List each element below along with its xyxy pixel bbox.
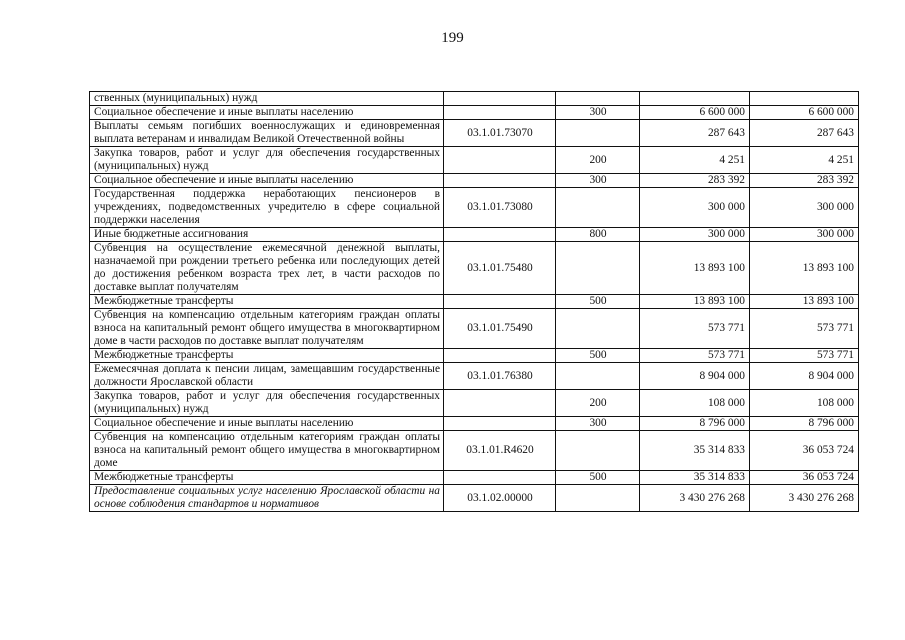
row-expense-type-cell <box>556 485 640 512</box>
table-row <box>90 417 859 431</box>
row-expense-type-cell: 200 <box>556 147 640 174</box>
row-code-cell <box>444 147 556 174</box>
row-amount-year1-cell: 35 314 833 <box>640 471 750 485</box>
row-amount-year1-cell: 6 600 000 <box>640 106 750 120</box>
row-expense-type-cell: 300 <box>556 106 640 120</box>
row-code-cell: 03.1.01.73080 <box>444 188 556 228</box>
row-name-cell: Закупка товаров, работ и услуг для обеспечения государственных (муниципальных) нужд <box>90 390 444 417</box>
row-amount-year2-cell: 36 053 724 <box>750 431 859 471</box>
row-code-cell <box>444 92 556 106</box>
row-code-cell <box>444 349 556 363</box>
row-expense-type-cell: 200 <box>556 390 640 417</box>
row-expense-type-cell <box>556 120 640 147</box>
row-amount-year1-cell: 573 771 <box>640 309 750 349</box>
row-amount-year1-cell: 573 771 <box>640 349 750 363</box>
row-name-cell: Межбюджетные трансферты <box>90 471 444 485</box>
table-row <box>90 295 859 309</box>
row-code-cell <box>444 295 556 309</box>
row-amount-year2-cell: 13 893 100 <box>750 295 859 309</box>
row-amount-year1-cell: 3 430 276 268 <box>640 485 750 512</box>
row-amount-year1-cell: 108 000 <box>640 390 750 417</box>
row-amount-year1-cell: 4 251 <box>640 147 750 174</box>
row-code-cell <box>444 174 556 188</box>
row-amount-year1-cell: 300 000 <box>640 188 750 228</box>
table-row <box>90 242 859 295</box>
row-code-cell <box>444 417 556 431</box>
row-code-cell: 03.1.01.75490 <box>444 309 556 349</box>
table-row <box>90 309 859 349</box>
row-name-cell: Субвенция на компенсацию отдельным категориям граждан оплаты взноса на капитальный ремонт общего имущества в многоквартирном доме в части расходов по доставке выплат получателям <box>90 309 444 349</box>
row-name-cell: Предоставление социальных услуг населению Ярославской области на основе соблюдения стандартов и нормативов <box>90 485 444 512</box>
row-amount-year2-cell: 13 893 100 <box>750 242 859 295</box>
row-expense-type-cell: 800 <box>556 228 640 242</box>
row-name-cell: Государственная поддержка неработающих пенсионеров в учреждениях, подведомственных учредителю в сфере социальной поддержки населения <box>90 188 444 228</box>
table-row <box>90 431 859 471</box>
table-row <box>90 106 859 120</box>
row-amount-year2-cell: 6 600 000 <box>750 106 859 120</box>
row-expense-type-cell <box>556 92 640 106</box>
row-amount-year1-cell: 283 392 <box>640 174 750 188</box>
row-code-cell: 03.1.01.76380 <box>444 363 556 390</box>
row-name-cell: Субвенция на компенсацию отдельным категориям граждан оплаты взноса на капитальный ремонт общего имущества в многоквартирном доме <box>90 431 444 471</box>
table-row <box>90 188 859 228</box>
row-code-cell <box>444 390 556 417</box>
row-code-cell <box>444 106 556 120</box>
row-amount-year1-cell <box>640 92 750 106</box>
row-amount-year2-cell: 300 000 <box>750 228 859 242</box>
table-row <box>90 147 859 174</box>
row-amount-year2-cell: 8 796 000 <box>750 417 859 431</box>
page-number: 199 <box>441 30 464 46</box>
row-code-cell <box>444 228 556 242</box>
table-row <box>90 363 859 390</box>
budget-table-body <box>90 92 859 512</box>
row-expense-type-cell <box>556 431 640 471</box>
row-name-cell: Социальное обеспечение и иные выплаты населению <box>90 174 444 188</box>
table-row <box>90 471 859 485</box>
table-row <box>90 120 859 147</box>
table-row <box>90 390 859 417</box>
row-amount-year1-cell: 287 643 <box>640 120 750 147</box>
row-expense-type-cell <box>556 309 640 349</box>
row-amount-year2-cell: 8 904 000 <box>750 363 859 390</box>
row-expense-type-cell <box>556 188 640 228</box>
row-name-cell: Закупка товаров, работ и услуг для обеспечения государственных (муниципальных) нужд <box>90 147 444 174</box>
row-name-cell: Социальное обеспечение и иные выплаты населению <box>90 417 444 431</box>
table-row <box>90 92 859 106</box>
row-expense-type-cell: 300 <box>556 174 640 188</box>
row-name-cell: ственных (муниципальных) нужд <box>90 92 444 106</box>
row-amount-year2-cell: 4 251 <box>750 147 859 174</box>
budget-table <box>89 91 859 512</box>
row-code-cell: 03.1.02.00000 <box>444 485 556 512</box>
row-amount-year2-cell: 283 392 <box>750 174 859 188</box>
row-amount-year1-cell: 8 796 000 <box>640 417 750 431</box>
row-expense-type-cell: 300 <box>556 417 640 431</box>
row-amount-year1-cell: 8 904 000 <box>640 363 750 390</box>
row-name-cell: Межбюджетные трансферты <box>90 349 444 363</box>
row-expense-type-cell: 500 <box>556 295 640 309</box>
row-expense-type-cell <box>556 363 640 390</box>
row-expense-type-cell: 500 <box>556 349 640 363</box>
table-row <box>90 228 859 242</box>
row-code-cell: 03.1.01.R4620 <box>444 431 556 471</box>
row-amount-year1-cell: 300 000 <box>640 228 750 242</box>
row-name-cell: Межбюджетные трансферты <box>90 295 444 309</box>
row-amount-year1-cell: 35 314 833 <box>640 431 750 471</box>
row-code-cell: 03.1.01.75480 <box>444 242 556 295</box>
row-code-cell <box>444 471 556 485</box>
row-name-cell: Ежемесячная доплата к пенсии лицам, замещавшим государственные должности Ярославской области <box>90 363 444 390</box>
table-row <box>90 174 859 188</box>
row-amount-year2-cell: 108 000 <box>750 390 859 417</box>
row-expense-type-cell: 500 <box>556 471 640 485</box>
row-amount-year2-cell: 573 771 <box>750 349 859 363</box>
row-amount-year1-cell: 13 893 100 <box>640 242 750 295</box>
table-row <box>90 349 859 363</box>
row-expense-type-cell <box>556 242 640 295</box>
row-amount-year2-cell: 36 053 724 <box>750 471 859 485</box>
row-amount-year2-cell: 3 430 276 268 <box>750 485 859 512</box>
row-code-cell: 03.1.01.73070 <box>444 120 556 147</box>
row-amount-year1-cell: 13 893 100 <box>640 295 750 309</box>
row-name-cell: Социальное обеспечение и иные выплаты населению <box>90 106 444 120</box>
row-name-cell: Иные бюджетные ассигнования <box>90 228 444 242</box>
row-amount-year2-cell: 573 771 <box>750 309 859 349</box>
row-amount-year2-cell: 300 000 <box>750 188 859 228</box>
row-name-cell: Выплаты семьям погибших военнослужащих и единовременная выплата ветеранам и инвалидам Великой Отечественной войны <box>90 120 444 147</box>
row-amount-year2-cell: 287 643 <box>750 120 859 147</box>
row-name-cell: Субвенция на осуществление ежемесячной денежной выплаты, назначаемой при рождении третьего ребенка или последующих детей до достижения ребенком возраста трех лет, в части расходов по доставке выплат получателям <box>90 242 444 295</box>
row-amount-year2-cell <box>750 92 859 106</box>
table-row <box>90 485 859 512</box>
